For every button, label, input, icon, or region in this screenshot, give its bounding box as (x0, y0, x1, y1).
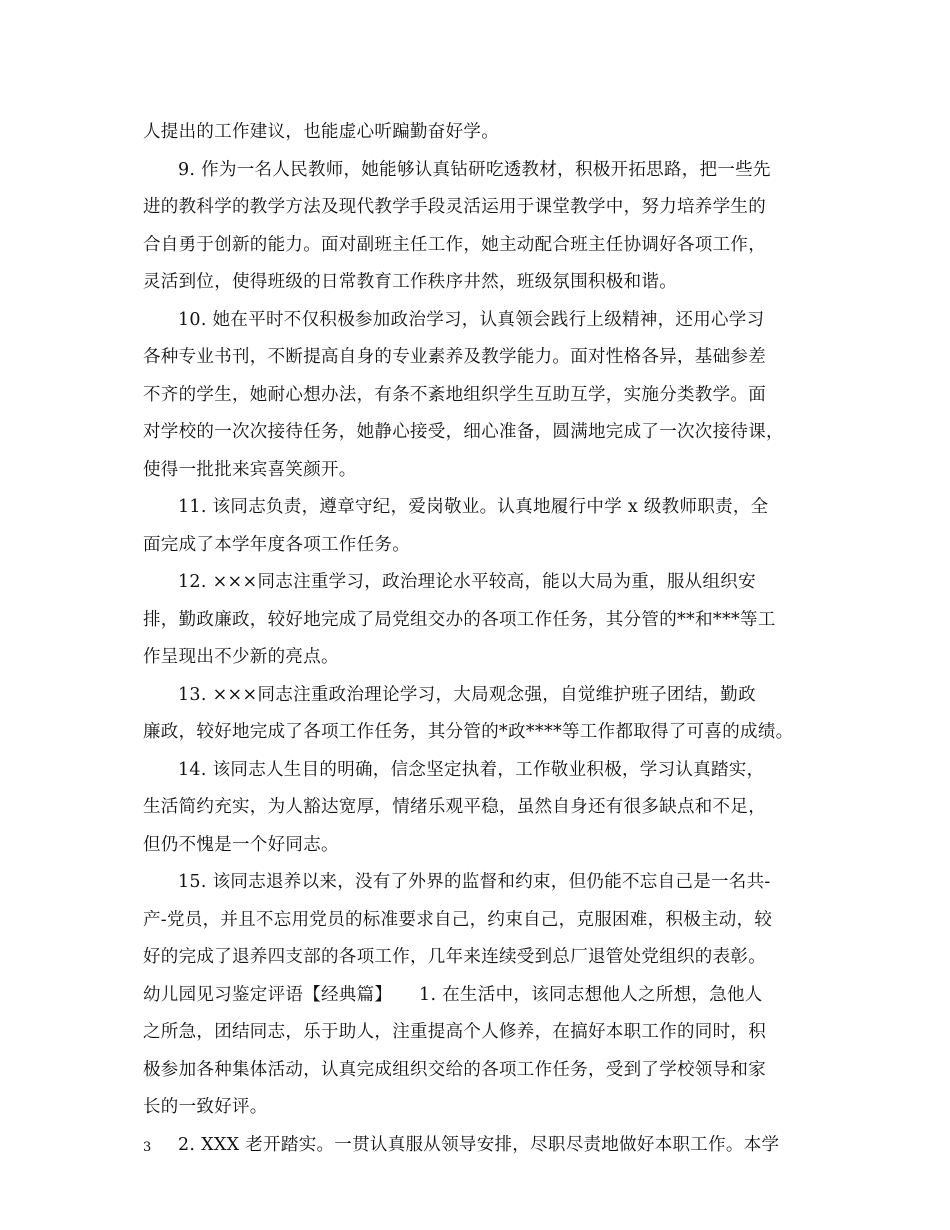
text-line: 对学校的一次次接待任务，她静心接受，细心准备，圆满地完成了一次次接待课， (143, 422, 784, 442)
text-line: 合自勇于创新的能力。面对副班主任工作，她主动配合班主任协调好各项工作， (143, 234, 766, 255)
paragraph-13-start: 13. ×××同志注重政治理论学习，大局观念强，自觉维护班子团结，勤政 (178, 684, 756, 705)
text-line: 不齐的学生，她耐心想办法，有条不紊地组织学生互助互学，实施分类教学。面 (143, 384, 766, 405)
paragraph-12-start: 12. ×××同志注重学习，政治理论水平较高，能以大局为重，服从组织安 (178, 572, 756, 592)
text-line: 好的完成了退养四支部的各项工作，几年来连续受到总厂退管处党组织的表彰。 (143, 947, 766, 967)
text-line: 极参加各种集体活动，认真完成组织交给的各项工作任务，受到了学校领导和家 (143, 1059, 766, 1080)
paragraph-9-start: 9. 作为一名人民教师，她能够认真钻研吃透教材，积极开拓思路，把一些先 (178, 159, 771, 180)
text-line: 但仍不愧是一个好同志。 (143, 834, 339, 855)
document-body (143, 114, 823, 1164)
text-line: 之所急，团结同志，乐于助人，注重提高个人修养，在搞好本职工作的同时，积 (143, 1022, 766, 1042)
text-line: 面完成了本学年度各项工作任务。 (143, 534, 410, 555)
paragraph-11-start: 11. 该同志负责，遵章守纪，爱岗敬业。认真地履行中学 x 级教师职责，全 (178, 497, 769, 517)
page-number: 3 (143, 1140, 152, 1155)
paragraph-2-start: 2. XXX 老开踏实。一贯认真服从领导安排，尽职尽责地做好本职工作。本学 (178, 1134, 780, 1155)
text-line: 使得一批批来宾喜笑颜开。 (143, 459, 357, 480)
paragraph-14-start: 14. 该同志人生目的明确，信念坚定执着，工作敬业积极，学习认真踏实， (178, 759, 765, 780)
section-heading-line: 幼儿园见习鉴定评语【经典篇】 1. 在生活中，该同志想他人之所想，急他人 (143, 984, 763, 1005)
text-line: 排，勤政廉政，较好地完成了局党组交办的各项工作任务，其分管的**和***等工 (143, 609, 776, 630)
text-line: 作呈现出不少新的亮点。 (143, 647, 339, 667)
text-line: 灵活到位，使得班级的日常教育工作秩序井然，班级氛围积极和谐。 (143, 272, 677, 292)
text-line: 人提出的工作建议，也能虚心听蹁勤奋好学。 (143, 122, 499, 142)
text-line: 廉政，较好地完成了各项工作任务，其分管的*政****等工作都取得了可喜的成绩。 (143, 722, 794, 742)
text-line: 长的一致好评。 (143, 1097, 268, 1117)
paragraph-15-start: 15. 该同志退养以来，没有了外界的监督和约束，但仍能不忘自己是一名共- (178, 872, 771, 892)
paragraph-10-start: 10. 她在平时不仅积极参加政治学习，认真领会践行上级精神，还用心学习 (178, 309, 765, 330)
text-line: 进的教科学的教学方法及现代教学手段灵活运用于课堂教学中，努力培养学生的 (143, 197, 766, 217)
text-line: 生活简约充实，为人豁达宽厚，情绪乐观平稳，虽然自身还有很多缺点和不足， (143, 797, 766, 817)
text-line: 产-党员，并且不忘用党员的标准要求自己，约束自己，克服困难，积极主动，较 (143, 909, 773, 930)
text-line: 各种专业书刊，不断提高自身的专业素养及教学能力。面对性格各异，基础参差 (143, 347, 766, 367)
